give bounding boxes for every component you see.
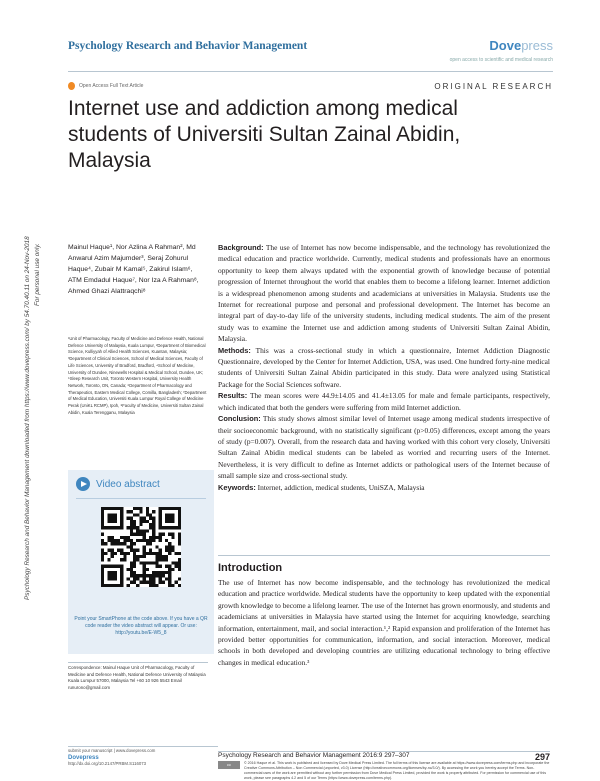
results-text: The mean scores were 44.9±14.05 and 41.4±13.05 for male and female participants, respectively, which indicated that both the genders were suffering from mild Internet addiction. bbox=[218, 391, 550, 412]
download-notice-line2: For personal use only. bbox=[34, 243, 41, 306]
dovepress-mark: Dovepress bbox=[68, 754, 99, 761]
brand-tagline: open access to scientific and medical research bbox=[449, 57, 553, 63]
cc-license-icon[interactable]: cc bbox=[218, 761, 240, 769]
qr-code[interactable] bbox=[101, 507, 181, 587]
video-abstract-box[interactable] bbox=[68, 470, 214, 654]
license-block bbox=[218, 761, 550, 781]
author-list: Mainul Haque¹, Nor Azlina A Rahman², Md Anwarul Azim Majumder³, Seraj Zohurul Haque⁴, Zubair M Kamal⁵, Zakirul Islam⁶, ATM Emdadul Haque⁷, Nor Iza A Rahman⁸, Ahmed Ghazi Alattraqchi⁸ bbox=[68, 244, 199, 295]
conclusion-label: Conclusion: bbox=[218, 414, 261, 424]
video-abstract-label[interactable]: Video abstract bbox=[96, 478, 160, 490]
submit-manuscript[interactable] bbox=[68, 746, 218, 768]
correspondence: Correspondence: Mainul Haque Unit of Pharmacology, Faculty of Medicine and Defence Health, National Defence University of Malaysia Kuala Lumpur 57000, Malaysia Tel +60 10 926 5543 Email runurono@gmail.com bbox=[68, 662, 208, 691]
introduction-text: The use of Internet has now become indispensable, and the technology has revolutionized the medical education and practice worldwide. Medical students have the opportunity to keep updated with the exponential growth knowledge to become a lifelong learner. The use of the Internet has grown enormously, and students and academicians at universities in Malaysia have started using the Internet for acquiring knowledge, searching information, entertainment, mail, and social interaction.¹,² Rapid expansion and proliferation of the Internet has provided better opportunities for communication, information, and social interaction. Moreover, medical schools in both developed and developing countries are utilizing educational technology to bring effective changes in medical education.³ bbox=[218, 578, 550, 667]
abstract-conclusion bbox=[218, 413, 550, 481]
license-text: © 2016 Haque et al. This work is published and licensed by Dove Medical Press Limited. The full terms of this license are available at https://www.dovepress.com/terms.php and incorporate the Creative Commons Attribution – Non Commercial (unported, v3.0) License (http://creativecommons.org/licenses/by-nc/3.0/). By accessing the work you hereby accept the Terms. Non-commercial uses of the work are permitted without any further permission from Dove Medical Press Limited, provided the work is properly attributed. For permission for commercial use of this work, please see paragraphs 4.2 and 5 of our Terms (https://www.dovepress.com/terms.php). bbox=[244, 761, 550, 780]
abstract-results bbox=[218, 390, 550, 413]
abstract-keywords bbox=[218, 482, 550, 493]
page-number: 297 bbox=[534, 752, 550, 762]
footer-citation: Psychology Research and Behavior Management 2016:9 297–307 bbox=[218, 752, 410, 759]
methods-text: This was a cross-sectional study in which a questionnaire, Internet Addiction Diagnostic Questionnaire, developed by the Center for Internet Addiction, USA, was used. One hundred forty-nine medical students of Universiti Sultan Zainal Abidin participated in this study. Data were analyzed using Statistical Package for the Social Sciences software. bbox=[218, 345, 550, 389]
download-notice-line1: Psychology Research and Behavior Management downloaded from https://www.dovepress.com/ by 54.70.40.11 on 24-Nov-2018 bbox=[24, 236, 31, 600]
abstract-methods bbox=[218, 345, 550, 391]
background-label: Background: bbox=[218, 243, 264, 252]
results-label: Results: bbox=[218, 391, 248, 401]
brand-sub: press bbox=[521, 38, 553, 53]
submit-line[interactable]: submit your manuscript | www.dovepress.com bbox=[68, 748, 156, 753]
affiliations: ¹Unit of Pharmacology, Faculty of Medicine and Defence Health, National Defence University of Malaysia, Kuala Lumpur, ²Department of Biomedical Science, Kulliyyah of Allied Health Sciences, Kuantan, Malaysia; ³Department of Clinical Sciences, School of Medical Sciences, Faculty of Life Sciences, University of Bradford, Bradford, ⁴School of Medicine, University of Dundee, Ninewells Hospital & Medical School, Dundee, UK; ⁵Sleep Research Unit, Toronto Western Hospital, University Health Network, Toronto, ON, Canada; ⁶Department of Pharmacology and Therapeutics, Eastern Medical College, Comilla, Bangladesh; ⁷Department of Medical Education, Universiti Kuala Lumpur Royal College of Medicine Perak (UniKL RCMP), Ipoh, ⁸Faculty of Medicine, Universiti Sultan Zainal Abidin, Kuala Terengganu, Malaysia bbox=[68, 336, 207, 415]
conclusion-text: This study shows almost similar level of Internet usage among medical students irrespective of their socioeconomic background, with no statistically significant (p>0.05) differences, except among the years of study (p=0.007). Overall, from the research data and having worked with this cohort very closely, Universiti Sultan Zainal Abidin medical students can be labeled as worried and recurring users of the Internet. Nevertheless, it is very difficult to define as Internet addicts or pathological users of the Internet because of small sample size and cross-sectional study. bbox=[218, 414, 550, 481]
video-instructions: Point your SmartPhone at the code above. If you have a QR code reader the video abstract will appear. Or use: http://youtu.be/E-W5_8 bbox=[74, 616, 208, 636]
abstract-divider bbox=[218, 555, 550, 556]
section-label: ORIGINAL RESEARCH bbox=[434, 82, 553, 91]
introduction-heading: Introduction bbox=[218, 562, 283, 574]
play-icon[interactable] bbox=[76, 477, 90, 491]
publisher-logo[interactable] bbox=[450, 38, 553, 63]
download-notice bbox=[10, 120, 70, 620]
abstract-background bbox=[218, 242, 550, 345]
open-access-icon bbox=[68, 82, 75, 90]
journal-name: Psychology Research and Behavior Management bbox=[68, 40, 308, 52]
keywords-label: Keywords: bbox=[218, 482, 256, 492]
background-text: The use of Internet has now become indispensable, and the technology has revolutionized the medical education and practice worldwide. Currently, medical students and professionals have an enormous opportunity to keep them always updated with the exponential growth of knowledge because of potential progression of Internet throughout the world that enables them to become a lifelong learner. Internet addiction is a widespread phenomenon among students and academicians at universities in Malaysia. Students use the Internet for recreational purpose and personal and professional development. The Internet has become an integral part of day-to-day life of the university students, including medical students. The aim of the present study was to examine the Internet use and addiction among students of Universiti Sultan Zainal Abidin, Malaysia. bbox=[218, 243, 550, 344]
video-divider bbox=[76, 498, 206, 499]
doi-link[interactable]: http://dx.doi.org/10.2147/PRBM.S116073 bbox=[68, 761, 147, 766]
abstract bbox=[218, 242, 550, 493]
keywords-text: Internet, addiction, medical students, UniSZA, Malaysia bbox=[257, 482, 425, 492]
article-title: Internet use and addiction among medical students of Universiti Sultan Zainal Abidin, Malaysia bbox=[68, 97, 461, 172]
open-access-label bbox=[68, 82, 143, 90]
header-divider bbox=[68, 71, 553, 72]
methods-label: Methods: bbox=[218, 345, 251, 355]
brand-main: Dove bbox=[489, 38, 522, 53]
open-access-text: Open Access Full Text Article bbox=[79, 83, 144, 89]
